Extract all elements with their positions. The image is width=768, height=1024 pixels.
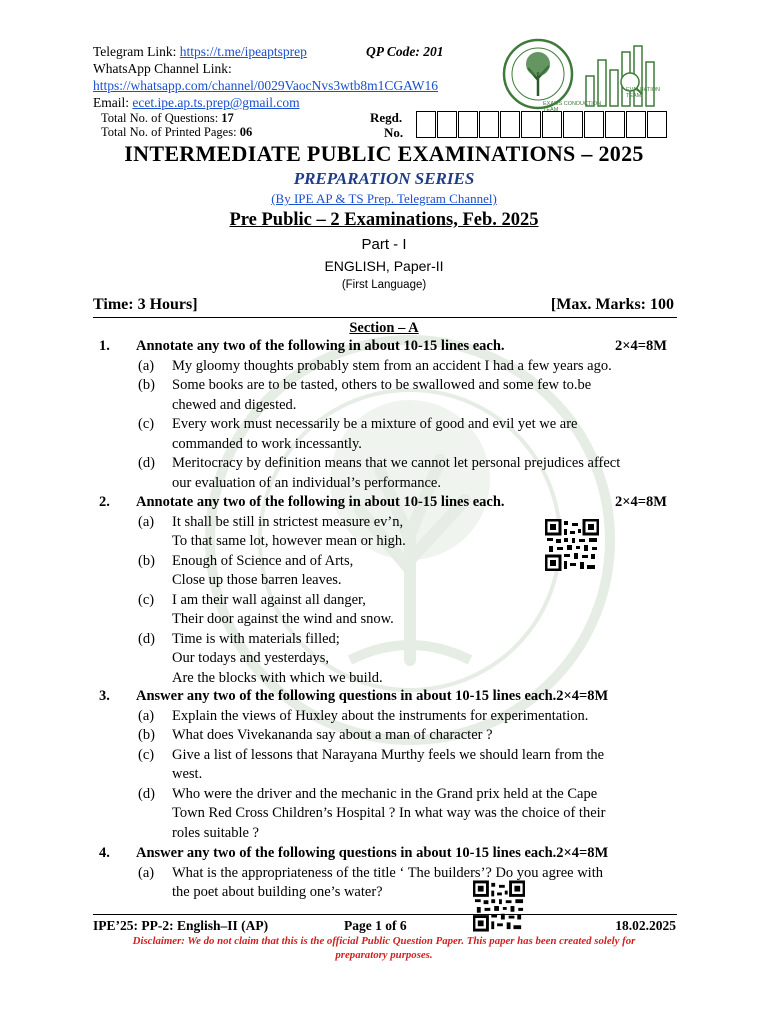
part-label: Part - I — [361, 236, 407, 253]
option-text-line: To that same lot, however mean or high. — [172, 533, 406, 549]
option-label: (b) — [138, 377, 155, 393]
qr-code-footer-icon — [473, 880, 525, 932]
option-label: (c) — [138, 746, 155, 763]
max-marks-label: [Max. Marks: 100 — [550, 296, 674, 313]
option-text-line: My gloomy thoughts probably stem from an accident I had a few years ago. — [172, 357, 612, 374]
series-title: PREPARATION SERIES — [293, 169, 475, 188]
language-label: (First Language) — [341, 279, 427, 291]
option-text-line: I am their wall against all danger, — [172, 591, 366, 608]
header-divider — [93, 317, 677, 318]
disclaimer-line-1: Disclaimer: We do not claim that this is the official Public Question Paper. This paper has been created solely for — [132, 935, 636, 947]
telegram-label: Telegram Link: — [93, 44, 177, 59]
regd-box[interactable] — [437, 111, 457, 138]
regd-box[interactable] — [479, 111, 499, 138]
option-label: (d) — [138, 455, 155, 471]
option-text-line: Town Red Cross Children’s Hospital ? In what way was the choice of their — [172, 805, 606, 821]
telegram-line — [93, 44, 307, 60]
regd-box[interactable] — [458, 111, 478, 138]
subject-label: ENGLISH, Paper-II — [324, 258, 444, 274]
option-text-line: west. — [172, 766, 203, 782]
option-label: (a) — [138, 864, 155, 881]
regd-box[interactable] — [416, 111, 436, 138]
total-pages-label: Total No. of Printed Pages: — [101, 125, 237, 139]
option-label: (b) — [138, 727, 155, 743]
channel-link[interactable]: (By IPE AP & TS Prep. Telegram Channel) — [271, 191, 497, 206]
question-number: 2. — [99, 494, 110, 510]
option-label: (d) — [138, 785, 155, 802]
option-text-line: chewed and digested. — [172, 396, 297, 413]
option-text-line: Explain the views of Huxley about the instruments for experimentation. — [172, 707, 589, 724]
regd-no-label: No. — [384, 125, 404, 140]
option-text-line: Meritocracy by definition means that we cannot let personal prejudices affect — [172, 455, 621, 471]
telegram-link[interactable]: https://t.me/ipeaptsprep — [179, 44, 307, 59]
option-label: (c) — [138, 591, 155, 608]
option-text-line: the poet about building one’s water? — [172, 884, 383, 900]
option-text-line: Give a list of lessons that Narayana Murthy feels we should learn from the — [172, 746, 605, 763]
footer-date: 18.02.2025 — [615, 918, 676, 933]
option-text-line: Some books are to be tasted, others to be swallowed and some few to.be — [172, 377, 592, 393]
qr-code-icon — [545, 519, 599, 571]
option-text-line: It shall be still in strictest measure ev’n, — [172, 513, 404, 530]
total-questions-label: Total No. of Questions: — [101, 111, 219, 125]
option-text-line: What does Vivekananda say about a man of character ? — [172, 727, 493, 743]
option-text-line: What is the appropriateness of the title ‘ The builders’? Do you agree with — [172, 864, 603, 881]
question-text: Answer any two of the following questions in about 10-15 lines each.2×4=8M — [136, 688, 609, 704]
option-text-line: Close up those barren leaves. — [172, 572, 342, 588]
option-text-line: Every work must necessarily be a mixture of good and evil yet we are — [172, 416, 578, 432]
option-text-line: Who were the driver and the mechanic in the Grand prix held at the Cape — [172, 785, 598, 802]
option-text-line: Are the blocks with which we build. — [172, 669, 383, 686]
regd-label: Regd. — [370, 110, 403, 125]
qp-code: QP Code: 201 — [366, 44, 444, 59]
question-text: Annotate any two of the following in about 10-15 lines each. — [136, 494, 505, 510]
total-questions-value: 17 — [221, 111, 234, 125]
option-text-line: Our todays and yesterdays, — [172, 650, 330, 666]
option-label: (a) — [138, 513, 155, 530]
total-questions — [101, 111, 234, 126]
total-pages-value: 06 — [239, 125, 253, 139]
option-text-line: our evaluation of an individual’s performance. — [172, 474, 441, 491]
total-pages — [101, 125, 252, 140]
exam-title: Pre Public – 2 Examinations, Feb. 2025 — [229, 210, 539, 230]
option-label: (d) — [138, 630, 155, 647]
option-label: (c) — [138, 416, 155, 432]
question-number: 1. — [99, 338, 110, 354]
option-text-line: Time is with materials filled; — [172, 630, 340, 647]
footer-paper-code: IPE’25: PP-2: English–II (AP) — [93, 918, 269, 933]
footer-page-number: Page 1 of 6 — [344, 918, 407, 933]
question-marks: 2×4=8M — [615, 494, 667, 510]
question-marks: 2×4=8M — [615, 338, 667, 354]
whatsapp-label: WhatsApp Channel Link: — [93, 61, 232, 76]
option-text-line: Enough of Science and of Arts, — [172, 552, 354, 569]
main-title: INTERMEDIATE PUBLIC EXAMINATIONS – 2025 — [124, 141, 644, 166]
email-label: Email: — [93, 95, 129, 110]
option-text-line: commanded to work incessantly. — [172, 435, 362, 452]
time-label: Time: 3 Hours] — [93, 296, 198, 313]
email-link[interactable]: ecet.ipe.ap.ts.prep@gmail.com — [132, 95, 300, 110]
question-number: 3. — [99, 688, 110, 704]
option-text-line: Their door against the wind and snow. — [172, 611, 394, 627]
option-label: (a) — [138, 357, 155, 374]
option-label: (b) — [138, 552, 155, 569]
disclaimer-line-2: preparatory purposes. — [335, 949, 433, 961]
question-text: Answer any two of the following questions in about 10-15 lines each.2×4=8M — [136, 845, 609, 861]
footer-divider — [93, 914, 677, 915]
section-title: Section – A — [349, 320, 419, 336]
logo-exams-text: EXAMS CONDUCTION TEAM — [543, 101, 602, 113]
option-label: (a) — [138, 707, 155, 724]
whatsapp-link[interactable]: https://whatsapp.com/channel/0029VaocNvs3wtb8m1CGAW16 — [93, 78, 438, 93]
logo-evaluation-text: EVALUATION TEAM — [626, 87, 661, 99]
email-line — [93, 95, 300, 111]
option-text-line: roles suitable ? — [172, 824, 259, 841]
question-number: 4. — [99, 845, 110, 861]
question-text: Annotate any two of the following in about 10-15 lines each. — [136, 338, 505, 354]
